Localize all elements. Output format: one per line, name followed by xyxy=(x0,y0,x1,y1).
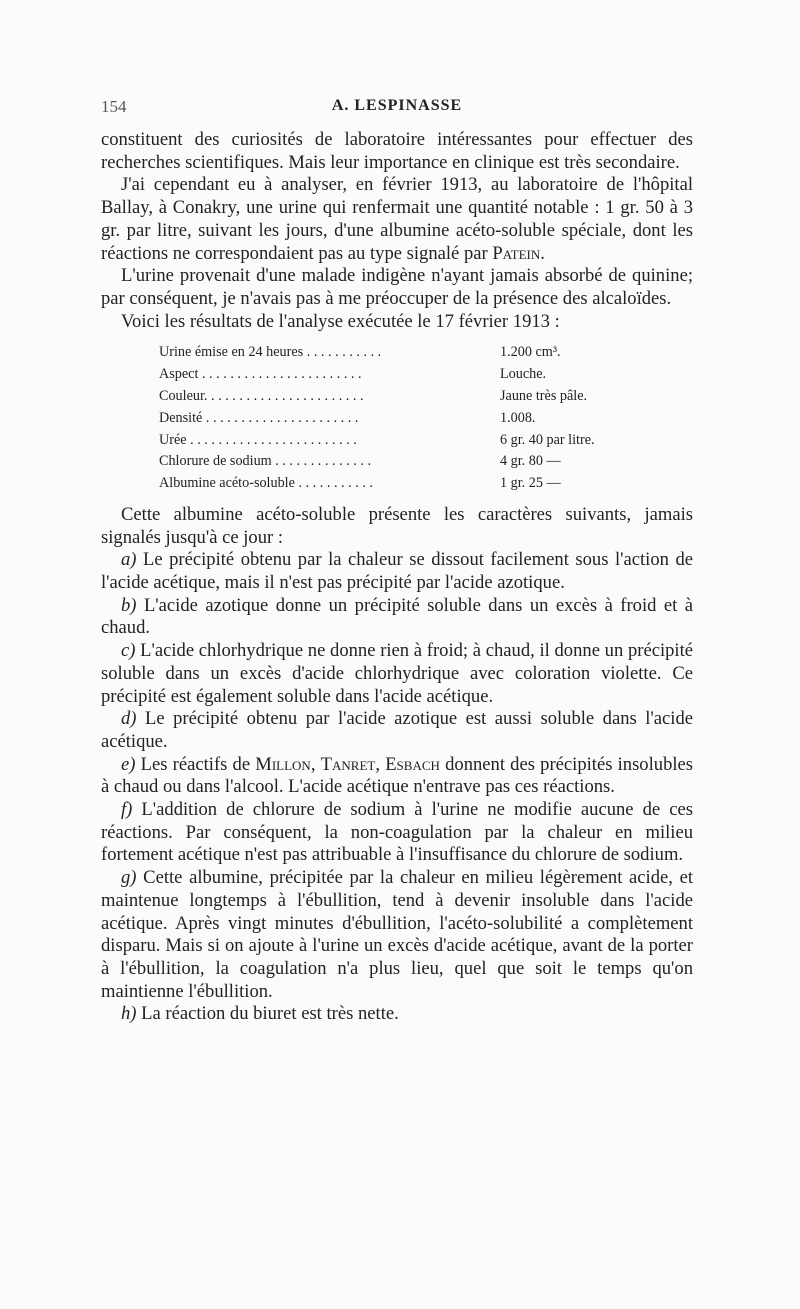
table-row xyxy=(159,408,649,430)
paragraph-continuation: constituent des curiosités de laboratoire intéressantes pour effectuer des recherches scientifiques. Mais leur importance en clinique est très secondaire. xyxy=(101,129,693,173)
table-row xyxy=(159,364,649,386)
item-b xyxy=(101,595,693,640)
table-row xyxy=(159,473,649,495)
body-text xyxy=(101,129,693,1026)
item-text: Le précipité obtenu par l'acide azotique est aussi soluble dans l'acide acétique. xyxy=(101,708,693,752)
item-label: g) xyxy=(121,867,137,889)
item-label: e) xyxy=(121,753,136,775)
item-a xyxy=(101,549,693,594)
item-text: Le précipité obtenu par la chaleur se dissout facilement sous l'action de l'acide acétique, mais il n'est pas précipité par l'acide azotique. xyxy=(101,549,693,594)
table-value: Jaune très pâle. xyxy=(500,387,588,404)
item-h xyxy=(101,1003,693,1026)
item-text: , xyxy=(375,753,386,775)
table-row xyxy=(159,451,649,473)
table-value: 4 gr. 80 — xyxy=(500,453,561,470)
table-value: 1.008. xyxy=(500,409,536,426)
item-e xyxy=(101,754,693,799)
running-head: A. LESPINASSE xyxy=(331,97,463,114)
author-name: Millon xyxy=(255,753,311,775)
paragraph-text: . xyxy=(540,242,545,264)
table-row xyxy=(159,342,649,364)
item-label: b) xyxy=(121,594,137,616)
item-label: c) xyxy=(121,640,136,662)
item-c xyxy=(101,640,693,708)
table-value: 1.200 cm³. xyxy=(500,344,561,361)
author-name: Esbach xyxy=(385,753,440,775)
table-label: Urine émise en 24 heures . . . . . . . . . . . xyxy=(159,344,382,361)
table-row xyxy=(159,430,649,452)
table-label: Aspect . . . . . . . . . . . . . . . . . . . . . . . xyxy=(159,366,362,383)
table-row xyxy=(159,386,649,408)
item-text: L'addition de chlorure de sodium à l'urine ne modifie aucune de ces réactions. Par conséquent, la non-coagulation par la chaleur en milieu fortement acétique n'est pas attribuable à l'insuffisance du chlorure de sodium. xyxy=(101,799,693,866)
page-header xyxy=(101,97,693,119)
paragraph-characteristics-intro: Cette albumine acéto-soluble présente les caractères suivants, jamais signalés jusqu'à ce jour : xyxy=(101,503,693,548)
item-text: Les réactifs de xyxy=(135,753,256,775)
table-label: Albumine acéto-soluble . . . . . . . . . . . xyxy=(159,475,373,492)
table-label: Couleur. . . . . . . . . . . . . . . . . . . . . . . xyxy=(159,387,364,404)
item-f xyxy=(101,799,693,867)
item-g xyxy=(101,867,693,1003)
table-value: 1 gr. 25 — xyxy=(500,475,561,492)
item-text: L'acide azotique donne un précipité soluble dans un excès à froid et à chaud. xyxy=(101,594,693,639)
page-number: 154 xyxy=(101,97,127,116)
paragraph-patient: L'urine provenait d'une malade indigène n'ayant jamais absorbé de quinine; par conséquent, je n'avais pas à me préoccuper de la présence des alcaloïdes. xyxy=(101,265,693,309)
item-text: , xyxy=(310,753,321,775)
table-value: Louche. xyxy=(500,366,547,383)
table-label: Densité . . . . . . . . . . . . . . . . . . . . . . xyxy=(159,409,359,426)
item-label: d) xyxy=(121,708,137,730)
analysis-table xyxy=(159,342,649,495)
paragraph-text: J'ai cependant eu à analyser, en février 1913, au laboratoire de l'hôpital Ballay, à Conakry, une urine qui renfermait une quantité notable : 1 gr. 50 à 3 gr. par litre, suivant les jours, d'une albumine acéto-soluble spéciale, dont les réactions ne correspondaient pas au type signalé par xyxy=(101,174,693,264)
paragraph-results-intro: Voici les résultats de l'analyse exécutée le 17 février 1913 : xyxy=(121,310,560,332)
table-value: 6 gr. 40 par litre. xyxy=(500,431,595,448)
paragraph-urine-analysis xyxy=(101,174,693,265)
table-label: Chlorure de sodium . . . . . . . . . . . . . . xyxy=(159,453,372,470)
item-label: f) xyxy=(121,799,133,821)
item-text: La réaction du biuret est très nette. xyxy=(136,1003,399,1025)
item-text: Cette albumine, précipitée par la chaleur en milieu légèrement acide, et maintenue longtemps à l'ébullition, tend à devenir insoluble dans l'acide acétique. Après vingt minutes d'ébullition, l'acéto-solubilité a complètement disparu. Mais si on ajoute à l'urine un excès d'acide acétique, avant de la porter à l'ébullition, la coagulation n'a plus lieu, quel que soit le temps qu'on maintienne l'ébullition. xyxy=(101,867,693,1002)
item-d xyxy=(101,708,693,753)
author-name: Tanret xyxy=(320,753,376,775)
item-label: a) xyxy=(121,549,137,571)
item-text: L'acide chlorhydrique ne donne rien à froid; à chaud, il donne un précipité soluble dans un excès d'acide chlorhydrique avec coloration violette. Ce précipité est également soluble dans l'acide acétique. xyxy=(101,640,693,707)
author-name: Patein xyxy=(492,242,541,264)
table-label: Urée . . . . . . . . . . . . . . . . . . . . . . . . xyxy=(159,431,357,448)
item-label: h) xyxy=(121,1003,137,1025)
item-text: donnent des précipités insolubles à chaud ou dans l'alcool. L'acide acétique n'entrave pas ces réactions. xyxy=(101,753,694,798)
